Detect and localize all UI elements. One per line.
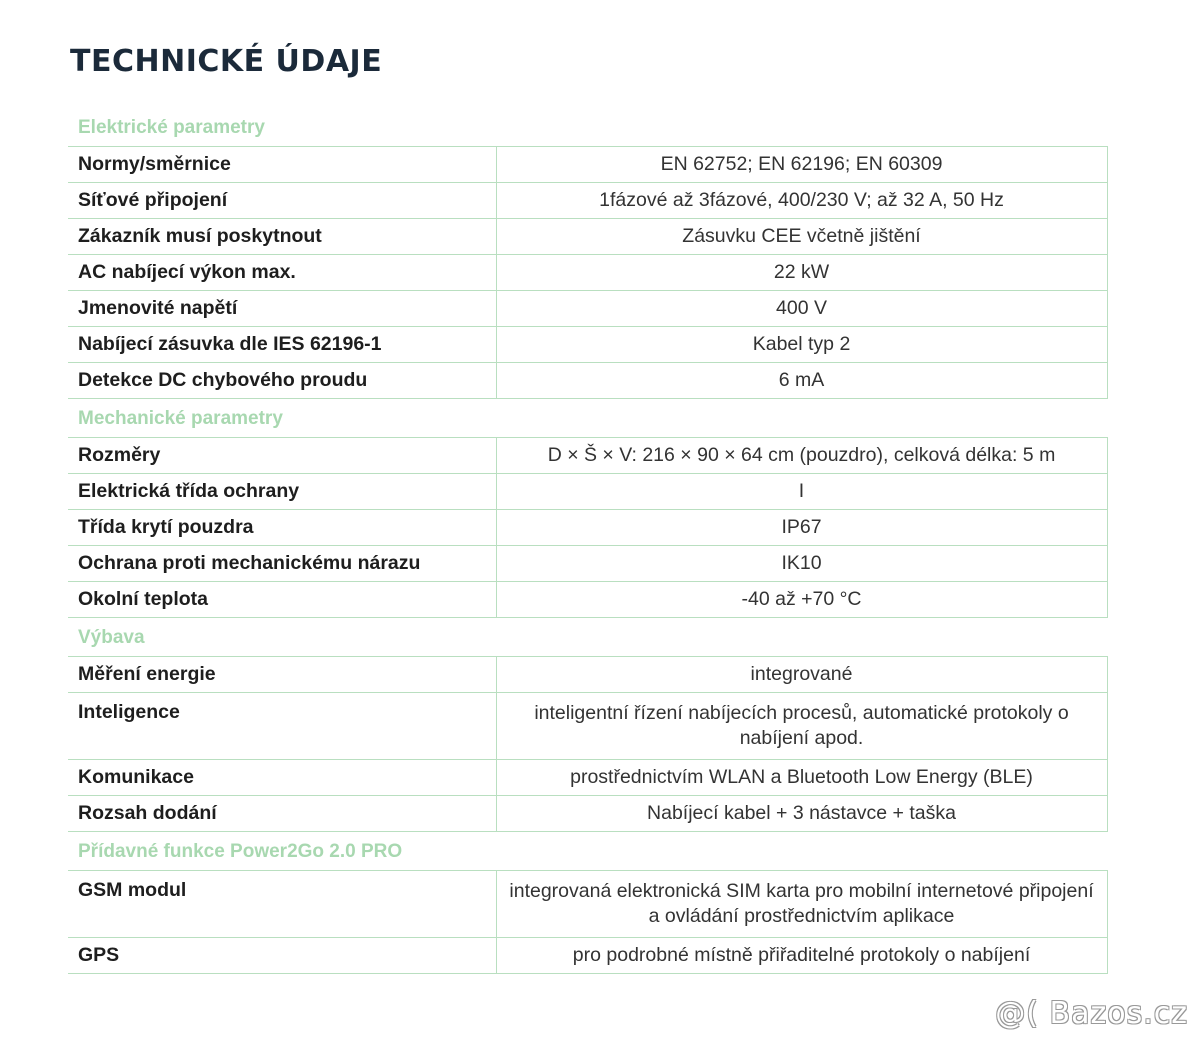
row-label: Komunikace — [68, 760, 496, 796]
row-label: Rozsah dodání — [68, 796, 496, 832]
section-heading-row — [68, 618, 1107, 657]
row-label: Inteligence — [68, 693, 496, 760]
table-row — [68, 871, 1107, 938]
row-value: D × Š × V: 216 × 90 × 64 cm (pouzdro), celková délka: 5 m — [496, 438, 1107, 474]
section-heading-row — [68, 399, 1107, 438]
table-row — [68, 291, 1107, 327]
row-label: Nabíjecí zásuvka dle IES 62196-1 — [68, 327, 496, 363]
row-value: Nabíjecí kabel + 3 nástavce + taška — [496, 796, 1107, 832]
table-row — [68, 760, 1107, 796]
watermark: @( Bazos.cz — [995, 996, 1188, 1031]
section-heading-mechanical: Mechanické parametry — [78, 408, 283, 429]
table-row — [68, 693, 1107, 760]
table-row — [68, 657, 1107, 693]
technical-specs-table — [68, 108, 1108, 974]
table-row — [68, 474, 1107, 510]
row-value: Zásuvku CEE včetně jištění — [496, 219, 1107, 255]
row-label: Detekce DC chybového proudu — [68, 363, 496, 399]
row-value: integrované — [496, 657, 1107, 693]
row-label: Okolní teplota — [68, 582, 496, 618]
row-value: prostřednictvím WLAN a Bluetooth Low Energy (BLE) — [496, 760, 1107, 796]
row-label: Jmenovité napětí — [68, 291, 496, 327]
section-heading-equipment: Výbava — [78, 627, 145, 648]
row-label: Síťové připojení — [68, 183, 496, 219]
row-value: 400 V — [496, 291, 1107, 327]
section-heading-row — [68, 832, 1107, 871]
row-value: Kabel typ 2 — [496, 327, 1107, 363]
table-row — [68, 363, 1107, 399]
row-label: Ochrana proti mechanickému nárazu — [68, 546, 496, 582]
table-row — [68, 938, 1107, 974]
section-heading-row — [68, 108, 1107, 147]
row-value: integrovaná elektronická SIM karta pro mobilní internetové připojení a ovládání prostřednictvím aplikace — [496, 871, 1107, 938]
table-row — [68, 438, 1107, 474]
row-value: 1fázové až 3fázové, 400/230 V; až 32 A, 50 Hz — [496, 183, 1107, 219]
row-label: Rozměry — [68, 438, 496, 474]
section-heading-extra-features: Přídavné funkce Power2Go 2.0 PRO — [78, 841, 403, 862]
row-value: IP67 — [496, 510, 1107, 546]
row-value: IK10 — [496, 546, 1107, 582]
row-label: GSM modul — [68, 871, 496, 938]
row-label: AC nabíjecí výkon max. — [68, 255, 496, 291]
table-row — [68, 327, 1107, 363]
row-label: Elektrická třída ochrany — [68, 474, 496, 510]
row-value: pro podrobné místně přiřaditelné protokoly o nabíjení — [496, 938, 1107, 974]
row-value: 22 kW — [496, 255, 1107, 291]
row-label: GPS — [68, 938, 496, 974]
table-row — [68, 219, 1107, 255]
row-value: -40 až +70 °C — [496, 582, 1107, 618]
table-row — [68, 796, 1107, 832]
table-row — [68, 183, 1107, 219]
table-row — [68, 582, 1107, 618]
section-heading-electrical: Elektrické parametry — [78, 117, 265, 138]
row-value: inteligentní řízení nabíjecích procesů, automatické protokoly o nabíjení apod. — [496, 693, 1107, 760]
row-value: 6 mA — [496, 363, 1107, 399]
page-title: TECHNICKÉ ÚDAJE — [70, 44, 383, 79]
row-label: Třída krytí pouzdra — [68, 510, 496, 546]
row-label: Zákazník musí poskytnout — [68, 219, 496, 255]
row-value: EN 62752; EN 62196; EN 60309 — [496, 147, 1107, 183]
row-label: Normy/směrnice — [68, 147, 496, 183]
table-row — [68, 510, 1107, 546]
row-value: I — [496, 474, 1107, 510]
table-row — [68, 546, 1107, 582]
table-row — [68, 147, 1107, 183]
row-label: Měření energie — [68, 657, 496, 693]
table-row — [68, 255, 1107, 291]
